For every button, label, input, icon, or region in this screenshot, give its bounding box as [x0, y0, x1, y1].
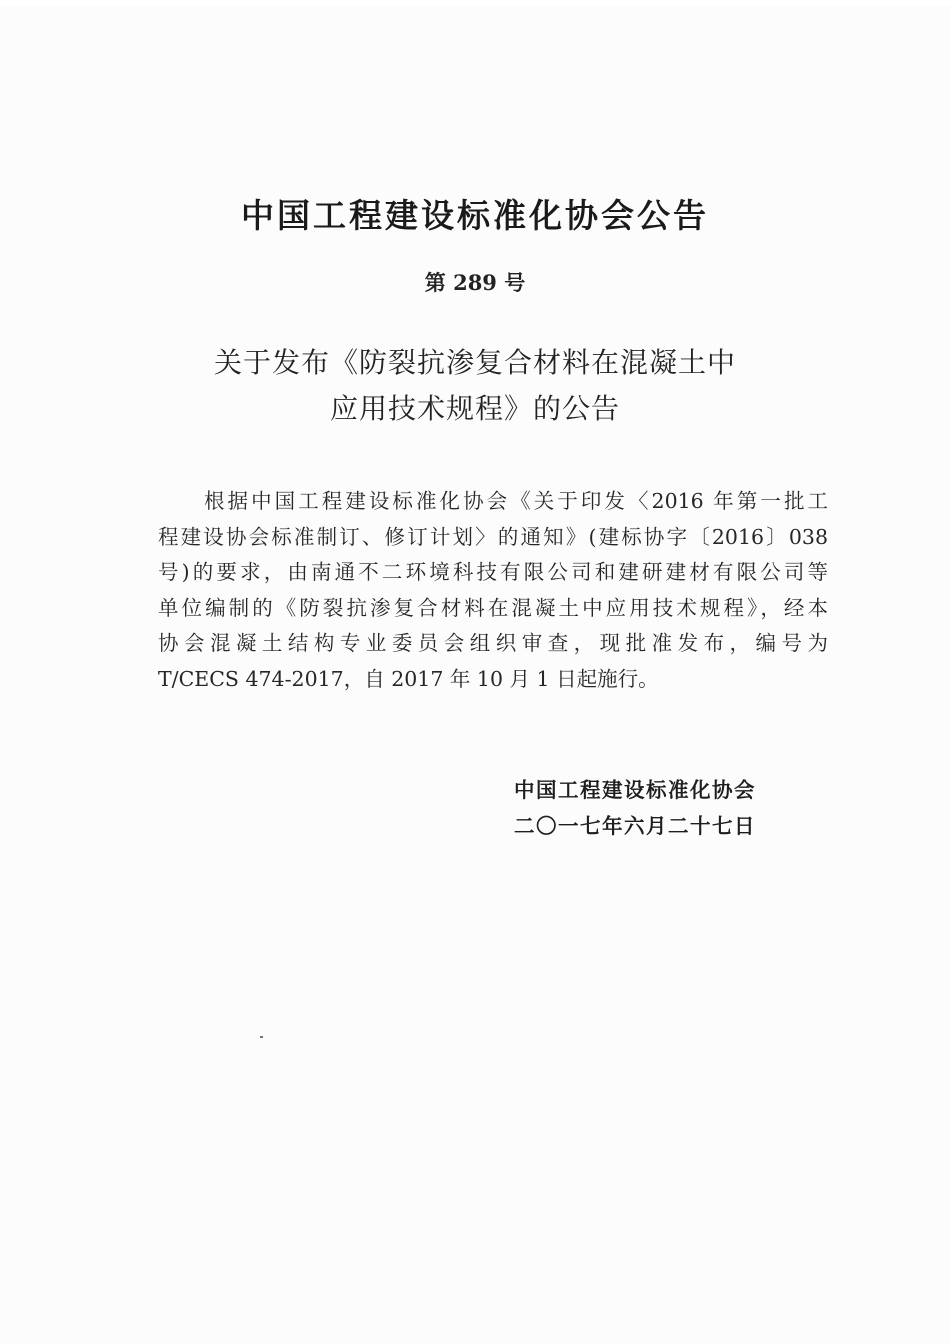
- subtitle-line: 关于发布《防裂抗渗复合材料在混凝土中: [213, 346, 736, 379]
- body-line: 号)的要求，由南通不二环境科技有限公司和建研建材有限公司等: [158, 560, 828, 584]
- announcement-title: 中国工程建设标准化协会公告: [241, 196, 709, 235]
- announcement-body: [158, 484, 828, 697]
- body-line: 程建设协会标准制订、修订计划〉的通知》(建标协字〔2016〕038: [158, 524, 828, 549]
- document-page: [0, 6, 950, 1344]
- signature-organization: 中国工程建设标准化协会: [514, 778, 756, 802]
- body-line: 根据中国工程建设标准化协会《关于印发〈2016 年第一批工: [204, 489, 828, 513]
- body-line: T/CECS 474-2017，自 2017 年 10 月 1 日起施行。: [158, 666, 659, 691]
- body-line: 单位编制的《防裂抗渗复合材料在混凝土中应用技术规程》，经本: [158, 595, 828, 620]
- body-line: 协会混凝土结构专业委员会组织审查，现批准发布，编号为: [158, 631, 828, 655]
- announcement-number: 第 289 号: [424, 270, 526, 295]
- signature-date: 二〇一七年六月二十七日: [514, 814, 756, 838]
- subtitle-line: 应用技术规程》的公告: [329, 392, 620, 425]
- scan-speck: [260, 1036, 263, 1038]
- announcement-subtitle: [0, 340, 950, 432]
- signature-block: [514, 772, 756, 844]
